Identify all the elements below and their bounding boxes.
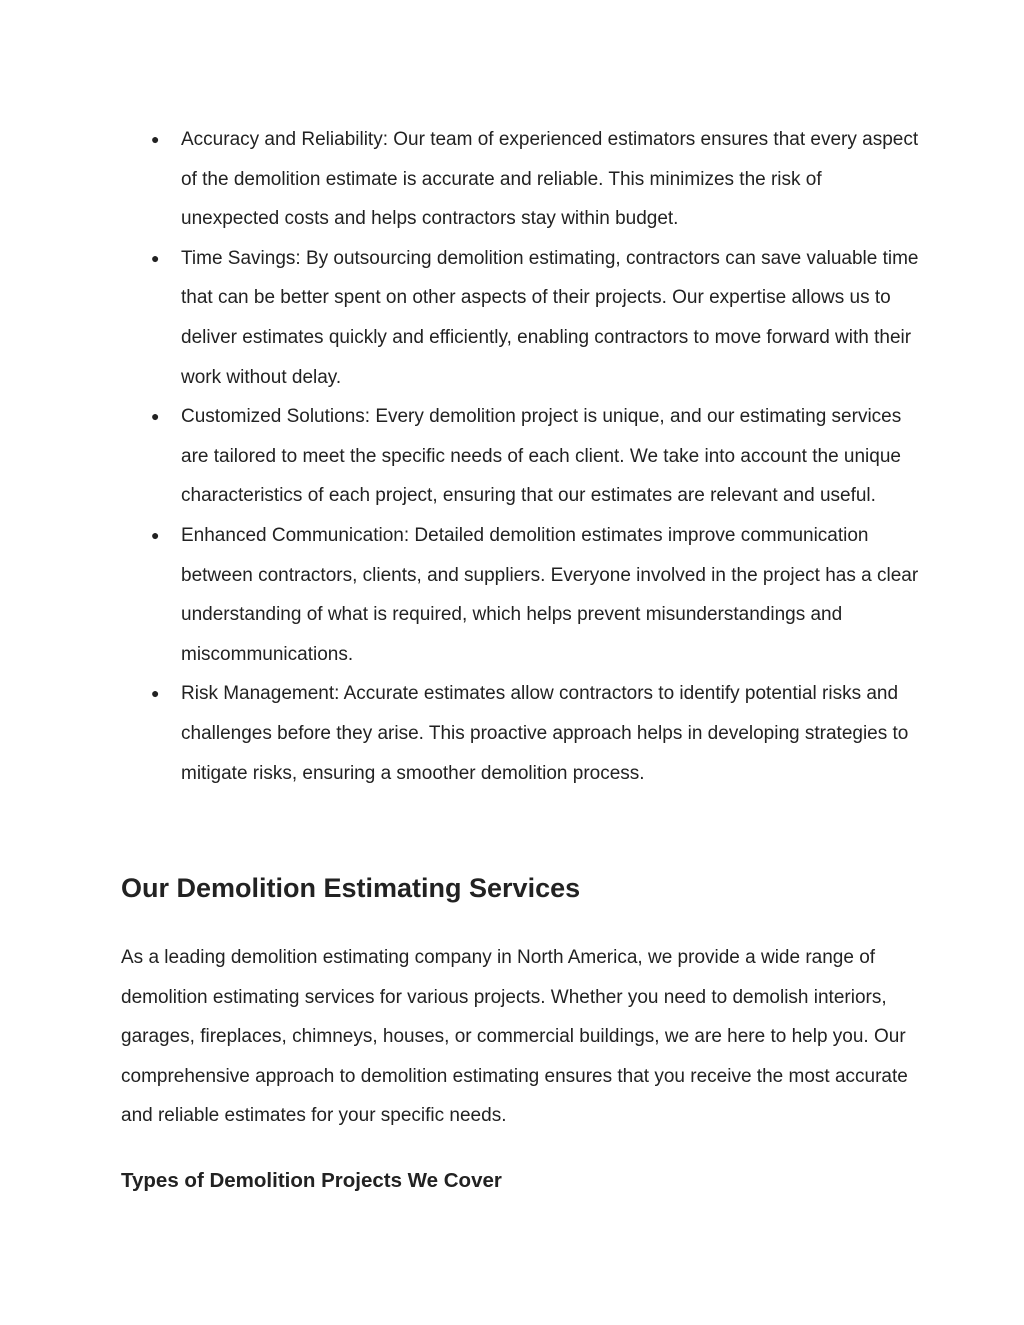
list-item-text: Accuracy and Reliability: Our team of experienced estimators ensures that every aspect of the demolition estimate is accurate and reliable. This minimizes the risk of unexpected costs and helps contractors stay within budget. xyxy=(181,129,919,230)
section-paragraph: As a leading demolition estimating company in North America, we provide a wide range of demolition estimating services for various projects. Whether you need to demolish interiors, garages, fireplaces, chimneys, houses, or commercial buildings, we are here to help you. Our comprehensive approach to demolition estimating ensures that you receive the most accurate and reliable estimates for your specific needs. xyxy=(121,947,908,1127)
bullet-icon: ● xyxy=(151,249,160,266)
bullet-icon: ● xyxy=(151,526,160,543)
list-item xyxy=(121,397,921,516)
section-heading: Our Demolition Estimating Services xyxy=(121,873,581,903)
section-subheading: Types of Demolition Projects We Cover xyxy=(121,1169,502,1192)
list-item-text: Risk Management: Accurate estimates allow contractors to identify potential risks and challenges before they arise. This proactive approach helps in developing strategies to mitigate risks, ensuring a smoother demolition process. xyxy=(181,683,909,784)
list-item xyxy=(121,674,921,793)
list-item-text: Enhanced Communication: Detailed demolition estimates improve communication between contractors, clients, and suppliers. Everyone involved in the project has a clear understanding of what is required, which helps prevent misunderstandings and miscommunications. xyxy=(181,524,919,665)
bullet-icon: ● xyxy=(151,408,160,425)
list-item xyxy=(121,239,921,397)
list-item xyxy=(121,120,921,239)
list-item-text: Time Savings: By outsourcing demolition estimating, contractors can save valuable time that can be better spent on other aspects of their projects. Our expertise allows us to deliver estimates quickly and efficiently, enabling contractors to move forward with their work without delay. xyxy=(181,247,919,388)
benefits-list xyxy=(121,120,921,793)
list-item xyxy=(121,516,921,674)
list-item-text: Customized Solutions: Every demolition project is unique, and our estimating services are tailored to meet the specific needs of each client. We take into account the unique characteristics of each project, ensuring that our estimates are relevant and useful. xyxy=(181,406,902,507)
bullet-icon: ● xyxy=(151,685,160,702)
bullet-icon: ● xyxy=(151,131,160,147)
